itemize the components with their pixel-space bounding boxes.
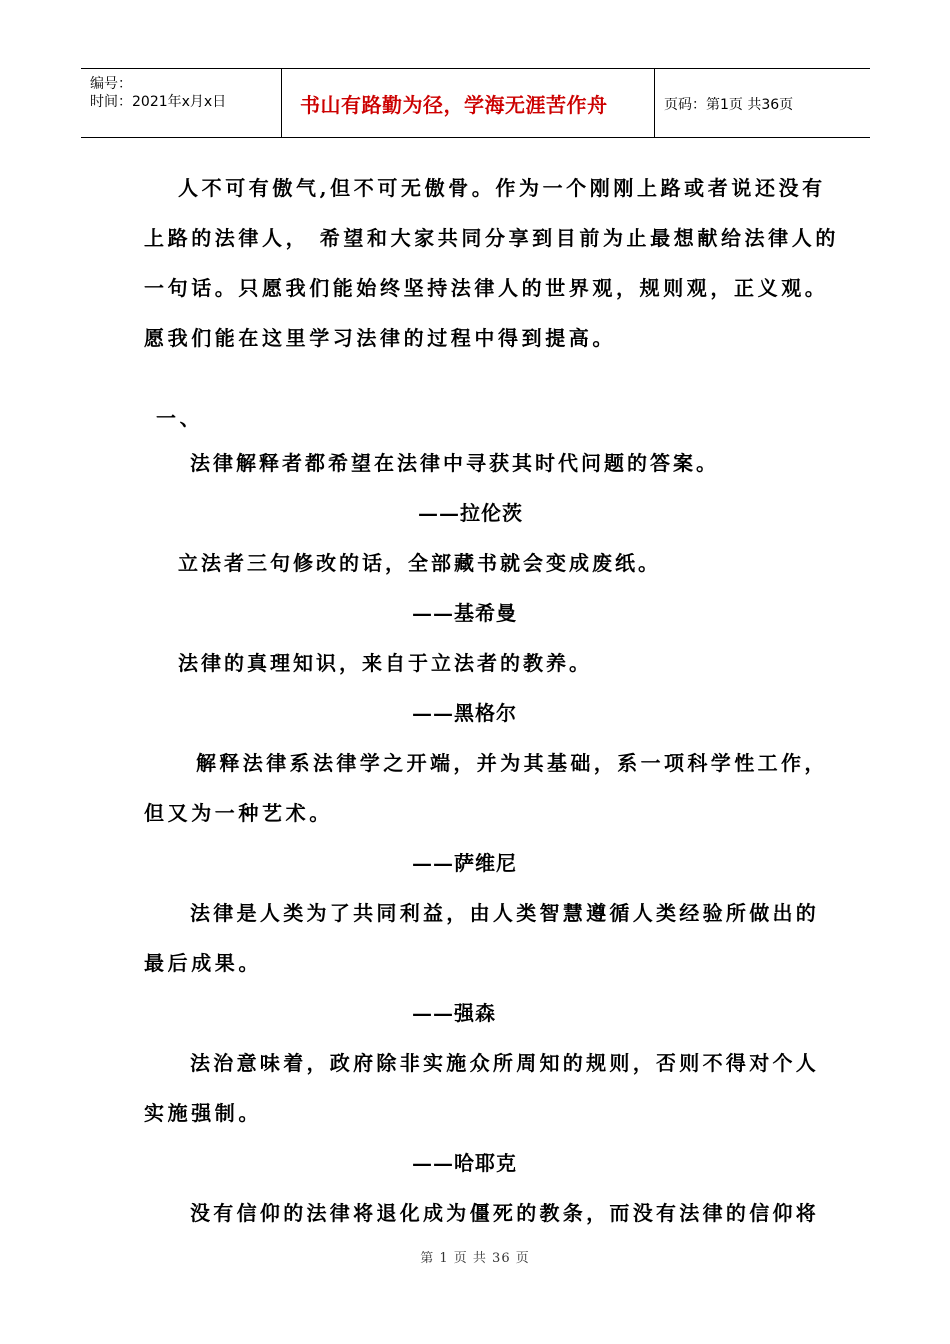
quote-author: ——拉伦茨	[418, 501, 523, 525]
quote-author: ——萨维尼	[412, 851, 517, 875]
quote-line: 实施强制。	[144, 1101, 262, 1125]
quote-author: ——黑格尔	[412, 701, 517, 725]
quote-line: 法律的真理知识，来自于立法者的教养。	[178, 651, 592, 675]
intro-line: 上路的法律人， 希望和大家共同分享到目前为止最想献给法律人的	[144, 226, 839, 250]
quote-line: 法律是人类为了共同利益，由人类智慧遵循人类经验所做出的	[190, 901, 820, 925]
quote-line: 解释法律系法律学之开端，并为其基础，系一项科学性工作，	[196, 751, 828, 775]
page-info: 页码：第1页 共36页	[664, 97, 794, 113]
page-footer: 第 1 页 共 36 页	[420, 1251, 530, 1266]
quote-author: ——哈耶克	[412, 1151, 517, 1175]
quote-line: 最后成果。	[144, 951, 262, 975]
quote-line: 法律解释者都希望在法律中寻获其时代问题的答案。	[190, 451, 719, 475]
number-label: 编号：	[90, 76, 132, 92]
quote-line: 没有信仰的法律将退化成为僵死的教条，而没有法律的信仰将	[190, 1201, 820, 1225]
header-meta-cell	[81, 69, 282, 137]
intro-line: 愿我们能在这里学习法律的过程中得到提高。	[144, 326, 616, 350]
header-motto-cell	[282, 69, 655, 137]
section-heading: 一、	[156, 406, 204, 430]
time-label: 时间：2021年x月x日	[90, 94, 227, 110]
intro-line: 一句话。只愿我们能始终坚持法律人的世界观，规则观，正义观。	[144, 276, 829, 300]
header-page-cell	[655, 69, 870, 137]
quote-line: 但又为一种艺术。	[144, 801, 333, 825]
motto-text: 书山有路勤为径，学海无涯苦作舟	[300, 93, 608, 117]
intro-line: 人不可有傲气,但不可无傲骨。作为一个刚刚上路或者说还没有	[178, 176, 826, 200]
quote-line: 法治意味着，政府除非实施众所周知的规则，否则不得对个人	[190, 1051, 820, 1075]
document-header	[81, 68, 870, 138]
quote-author: ——基希曼	[412, 601, 517, 625]
quote-line: 立法者三句修改的话，全部藏书就会变成废纸。	[178, 551, 661, 575]
quote-author: ——强森	[412, 1001, 496, 1025]
